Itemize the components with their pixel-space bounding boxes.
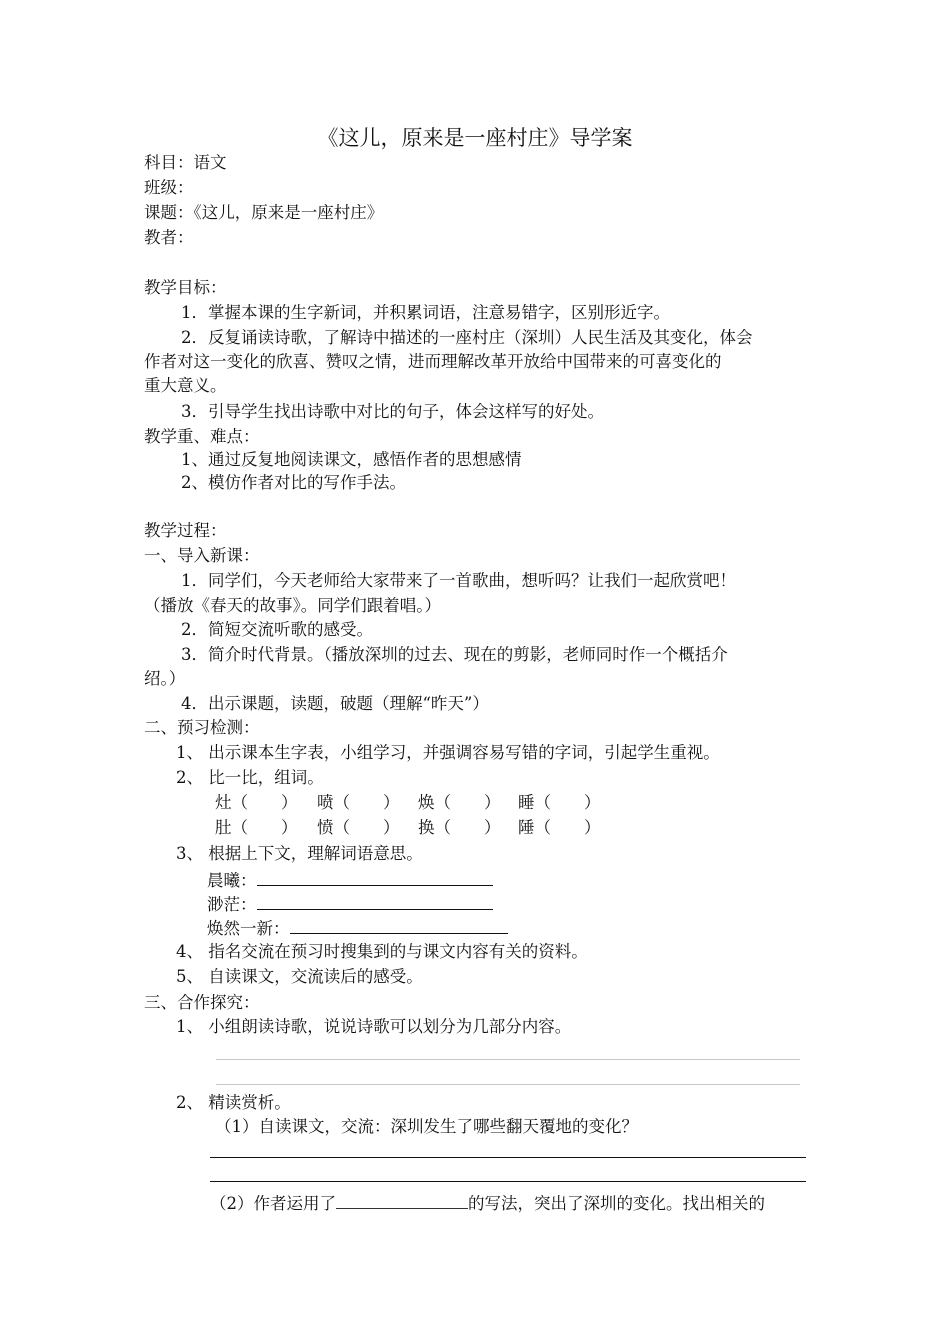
compare-r1-c2: 喷（ ） — [317, 793, 400, 812]
word-row-1 — [207, 867, 493, 893]
part3-q2-2-before: （2）作者运用了 — [210, 1194, 336, 1213]
keypoint-1: 1、通过反复地阅读课文，感悟作者的思想感情 — [181, 450, 522, 469]
part2-q4: 4、 指名交流在预习时搜集到的与课文内容有关的资料。 — [176, 942, 588, 961]
subject-line: 科目：语文 — [144, 153, 227, 172]
part2-q3: 3、 根据上下文，理解词语意思。 — [176, 844, 423, 863]
goal-1: 1．掌握本课的生字新词，并积累词语，注意易错字，区别形近字。 — [181, 303, 670, 322]
keypoint-2: 2、模仿作者对比的写作手法。 — [181, 473, 406, 492]
part3-q2-1: （1）自读课文，交流：深圳发生了哪些翻天覆地的变化？ — [215, 1117, 638, 1136]
compare-r2-c1: 肚（ ） — [215, 818, 298, 837]
part2-heading: 二、预习检测： — [144, 718, 260, 737]
compare-r1-c3: 焕（ ） — [418, 793, 501, 812]
goal-2-line-2: 作者对这一变化的欣喜、赞叹之情，进而理解改革开放给中国带来的可喜变化的 — [144, 352, 722, 371]
part1-step2: 2．简短交流听歌的感受。 — [181, 620, 373, 639]
answer-line-1[interactable] — [216, 1059, 800, 1060]
part1-step1-line1: 1．同学们，今天老师给大家带来了一首歌曲，想听吗？让我们一起欣赏吧！ — [181, 571, 736, 590]
goal-2-line-3: 重大意义。 — [144, 376, 227, 395]
word-row-2 — [207, 891, 493, 917]
part1-step3-line2: 绍。） — [144, 669, 186, 688]
process-heading: 教学过程： — [144, 521, 227, 540]
answer-blank-3[interactable] — [290, 915, 508, 934]
answer-line-4[interactable] — [210, 1181, 806, 1182]
part2-q2: 2、 比一比，组词。 — [176, 768, 324, 787]
part1-heading: 一、导入新课： — [144, 546, 260, 565]
goal-2-line-1: 2．反复诵读诗歌，了解诗中描述的一座村庄（深圳）人民生活及其变化，体会 — [181, 328, 753, 347]
part3-heading: 三、合作探究： — [144, 993, 260, 1012]
answer-line-3[interactable] — [210, 1157, 806, 1158]
compare-r1-c1: 灶（ ） — [215, 793, 298, 812]
part1-step1-line2: （播放《春天的故事》。同学们跟着唱。） — [144, 596, 441, 615]
answer-line-2[interactable] — [216, 1084, 800, 1085]
page-title: 《这儿，原来是一座村庄》导学案 — [317, 126, 633, 150]
compare-r2-c3: 换（ ） — [418, 818, 501, 837]
part3-q2-2-after: 的写法，突出了深圳的变化。找出相关的 — [468, 1194, 765, 1213]
teacher-line: 教者： — [144, 228, 194, 247]
part3-q1: 1、 小组朗读诗歌，说说诗歌可以划分为几部分内容。 — [176, 1017, 572, 1036]
goal-3: 3．引导学生找出诗歌中对比的句子，体会这样写的好处。 — [181, 402, 604, 421]
lesson-line: 课题：《这儿，原来是一座村庄》 — [144, 203, 384, 222]
part2-q1: 1、 出示课本生字表，小组学习，并强调容易写错的字词，引起学生重视。 — [176, 743, 720, 762]
word-label-2: 渺茫： — [207, 895, 257, 914]
method-blank[interactable] — [336, 1190, 468, 1209]
compare-r1-c4: 睡（ ） — [518, 793, 601, 812]
part1-step3-line1: 3．简介时代背景。（播放深圳的过去、现在的剪影，老师同时作一个概括介 — [181, 645, 728, 664]
word-row-3 — [207, 915, 508, 941]
word-label-3: 焕然一新： — [207, 919, 290, 938]
answer-blank-2[interactable] — [257, 891, 493, 910]
compare-r2-c4: 陲（ ） — [518, 818, 601, 837]
class-line: 班级： — [144, 178, 194, 197]
word-label-1: 晨曦： — [207, 871, 257, 890]
part3-q2-2 — [210, 1190, 765, 1216]
part1-step4: 4．出示课题，读题，破题（理解“昨天”） — [181, 694, 489, 713]
goals-heading: 教学目标： — [144, 278, 227, 297]
part2-q5: 5、 自读课文，交流读后的感受。 — [176, 967, 423, 986]
part3-q2: 2、 精读赏析。 — [176, 1093, 291, 1112]
answer-blank-1[interactable] — [257, 867, 493, 886]
keypoints-heading: 教学重、难点： — [144, 427, 260, 446]
compare-r2-c2: 愤（ ） — [317, 818, 400, 837]
